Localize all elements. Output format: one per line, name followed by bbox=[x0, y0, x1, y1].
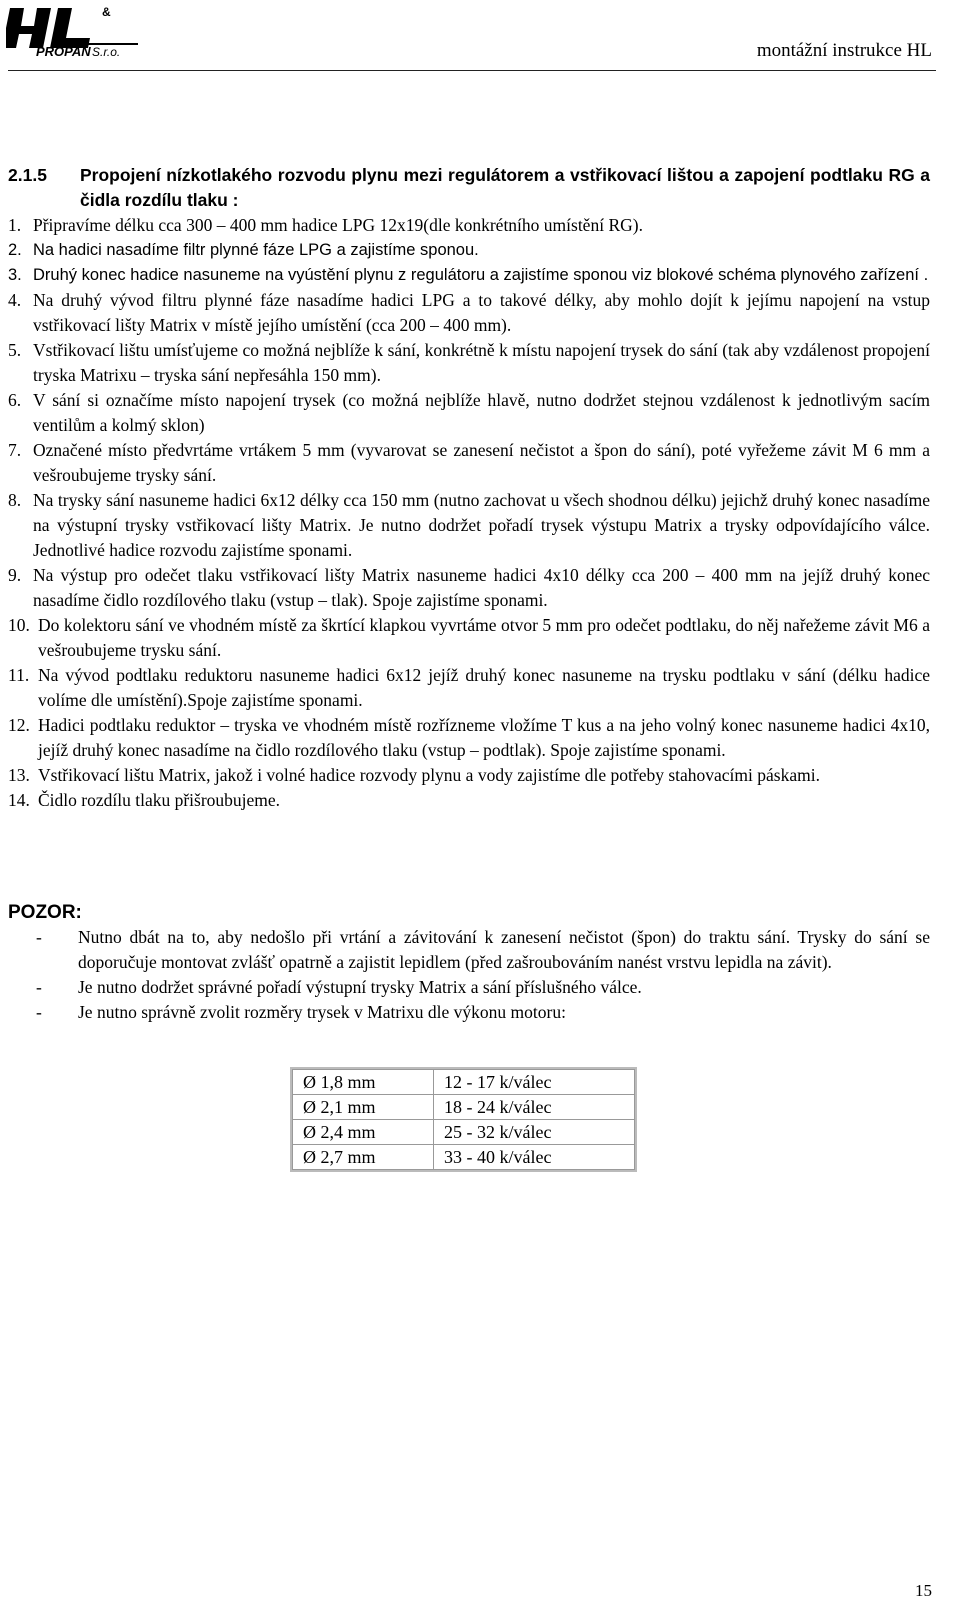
step-item bbox=[8, 613, 930, 663]
svg-text:&: & bbox=[102, 5, 111, 19]
step-number: 3. bbox=[8, 266, 22, 284]
step-text: Na druhý vývod filtru plynné fáze nasadíme hadici LPG a to takové délky, aby mohlo dojít k jejímu napojení na vstup vstřikovací lišty Matrix v místě jejího umístění (cca 200 – 400 mm). bbox=[33, 290, 930, 335]
step-text: Do kolektoru sání ve vhodném místě za škrtící klapkou vyvrtáme otvor 5 mm pro odečet podtlaku, do něj nařežeme závit M6 a vešroubujeme trysku sání. bbox=[38, 615, 930, 660]
document-title: montážní instrukce HL bbox=[756, 40, 932, 61]
step-number: 2. bbox=[8, 241, 22, 259]
step-item bbox=[8, 438, 930, 488]
bullet-dash: - bbox=[36, 977, 42, 997]
nozzle-size-cell: Ø 1,8 mm bbox=[293, 1070, 434, 1095]
step-number: 12. bbox=[8, 715, 30, 735]
engine-power-cell: 25 - 32 k/válec bbox=[434, 1120, 635, 1145]
step-item bbox=[8, 763, 930, 788]
table-row bbox=[293, 1145, 635, 1170]
table-row bbox=[293, 1095, 635, 1120]
step-number: 5. bbox=[8, 340, 22, 360]
step-text: Na hadici nasadíme filtr plynné fáze LPG a zajistíme sponou. bbox=[33, 241, 479, 259]
nozzle-size-cell: Ø 2,4 mm bbox=[293, 1120, 434, 1145]
engine-power-cell: 33 - 40 k/válec bbox=[434, 1145, 635, 1170]
step-text: Druhý konec hadice nasuneme na vyústění plynu z regulátoru a zajistíme sponou viz blokové schéma plynového zařízení . bbox=[33, 266, 929, 284]
step-item bbox=[8, 388, 930, 438]
step-number: 11. bbox=[8, 665, 30, 685]
step-number: 4. bbox=[8, 290, 22, 310]
warning-text: Nutno dbát na to, aby nedošlo při vrtání a závitování k zanesení nečistot (špon) do traktu sání. Trysky do sání se doporučuje montovat zvlášť opatrně a zajistit lepidlem (před zašroubováním nanést vrstvu lepidla na závit). bbox=[78, 927, 930, 972]
step-number: 8. bbox=[8, 490, 22, 510]
step-number: 9. bbox=[8, 565, 22, 585]
nozzle-size-table bbox=[292, 1069, 635, 1170]
step-text: Na výstup pro odečet tlaku vstřikovací lišty Matrix nasuneme hadici 4x10 délky cca 200 – 400 mm na jejíž druhý konec nasadíme čidlo rozdílového tlaku (vstup – tlak). Spoje zajistíme sponami. bbox=[33, 565, 930, 610]
step-number: 14. bbox=[8, 790, 30, 810]
page-number: 15 bbox=[915, 1581, 932, 1600]
step-item bbox=[8, 238, 930, 263]
header-divider bbox=[8, 70, 936, 71]
step-text: Hadici podtlaku reduktor – tryska ve vhodném místě rozřízneme vložíme T kus a na jeho volný konec nasuneme hadici 4x10, jejíž druhý konec nasadíme na čidlo rozdílového tlaku (vstup – podtlak). Spoje zajistíme sponami. bbox=[38, 715, 930, 760]
nozzle-size-cell: Ø 2,7 mm bbox=[293, 1145, 434, 1170]
step-item bbox=[8, 563, 930, 613]
step-item bbox=[8, 213, 930, 238]
step-item bbox=[8, 263, 930, 288]
table-row bbox=[293, 1070, 635, 1095]
engine-power-cell: 12 - 17 k/válec bbox=[434, 1070, 635, 1095]
warning-text: Je nutno správně zvolit rozměry trysek v Matrixu dle výkonu motoru: bbox=[78, 1002, 566, 1022]
svg-text:S.r.o.: S.r.o. bbox=[92, 45, 121, 59]
step-number: 10. bbox=[8, 615, 30, 635]
step-text: Připravíme délku cca 300 – 400 mm hadice LPG 12x19(dle konkrétního umístění RG). bbox=[33, 215, 643, 235]
engine-power-cell: 18 - 24 k/válec bbox=[434, 1095, 635, 1120]
warning-item bbox=[36, 975, 930, 1000]
warning-heading: POZOR: bbox=[8, 902, 82, 923]
step-number: 7. bbox=[8, 440, 22, 460]
step-item bbox=[8, 488, 930, 563]
bullet-dash: - bbox=[36, 1002, 42, 1022]
section-heading bbox=[8, 163, 930, 213]
warning-list bbox=[36, 925, 930, 1025]
step-item bbox=[8, 663, 930, 713]
warning-item bbox=[36, 925, 930, 975]
section-title: Propojení nízkotlakého rozvodu plynu mezi regulátorem a vstřikovací lištou a zapojení podtlaku RG a čidla rozdílu tlaku : bbox=[80, 165, 930, 210]
step-item bbox=[8, 288, 930, 338]
company-logo bbox=[6, 4, 140, 60]
step-number: 1. bbox=[8, 215, 22, 235]
step-item bbox=[8, 713, 930, 763]
step-text: V sání si označíme místo napojení trysek (co možná nejblíže hlavě, nutno dodržet stejnou vzdálenost k jednotlivým sacím ventilům a kolmý sklon) bbox=[33, 390, 930, 435]
step-item bbox=[8, 788, 930, 813]
warning-item bbox=[36, 1000, 930, 1025]
step-text: Vstřikovací lištu umísťujeme co možná nejblíže k sání, konkrétně k místu napojení trysek do sání (tak aby vzdálenost propojení tryska Matrixu – tryska sání nepřesáhla 150 mm). bbox=[33, 340, 930, 385]
table-row bbox=[293, 1120, 635, 1145]
instruction-steps bbox=[8, 213, 930, 813]
step-text: Na trysky sání nasuneme hadici 6x12 délky cca 150 mm (nutno zachovat u všech shodnou délku) jejichž druhý konec nasadíme na výstupní trysky vstřikovací lišty Matrix. Je nutno dodržet pořadí trysek výstupu Matrix a trysky odpovídajícího válce. Jednotlivé hadice rozvodu zajistíme sponami. bbox=[33, 490, 930, 560]
step-text: Označené místo předvrtáme vrtákem 5 mm (vyvarovat se zanesení nečistot a špon do sání), poté vyřežeme závit M 6 mm a vešroubujeme trysky sání. bbox=[33, 440, 930, 485]
section-number: 2.1.5 bbox=[8, 165, 47, 185]
svg-text:PROPAN: PROPAN bbox=[36, 44, 91, 59]
warning-text: Je nutno dodržet správné pořadí výstupní trysky Matrix a sání příslušného válce. bbox=[78, 977, 642, 997]
nozzle-size-cell: Ø 2,1 mm bbox=[293, 1095, 434, 1120]
bullet-dash: - bbox=[36, 927, 42, 947]
step-text: Čidlo rozdílu tlaku přišroubujeme. bbox=[38, 790, 281, 810]
step-item bbox=[8, 338, 930, 388]
step-number: 13. bbox=[8, 765, 30, 785]
step-number: 6. bbox=[8, 390, 22, 410]
step-text: Vstřikovací lištu Matrix, jakož i volné hadice rozvody plynu a vody zajistíme dle potřeby stahovacími páskami. bbox=[38, 765, 820, 785]
step-text: Na vývod podtlaku reduktoru nasuneme hadici 6x12 jejíž druhý konec nasuneme na trysku podtlaku v sání (délku hadice volíme dle umístění).Spoje zajistíme sponami. bbox=[38, 665, 930, 710]
